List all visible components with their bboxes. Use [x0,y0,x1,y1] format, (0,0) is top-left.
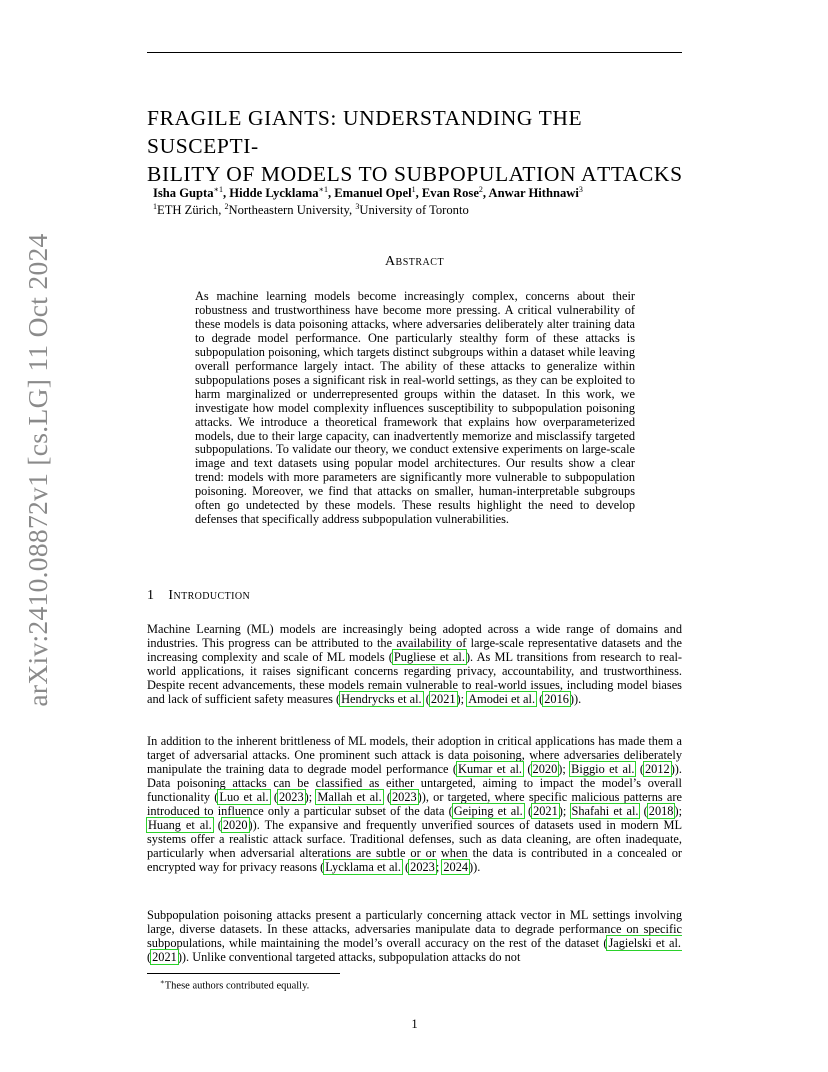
citation-link[interactable]: Luo et al. [219,789,269,804]
author-mark: ∗1 [213,185,223,194]
citation-link[interactable]: Amodei et al. [468,691,536,706]
author-name: Evan Rose [421,186,479,201]
page-number: 1 [411,1017,418,1031]
arxiv-identifier: arXiv:2410.08872v1 [cs.LG] 11 Oct 2024 [22,233,53,707]
author-name: Emanuel Opel [334,186,412,201]
citation-link[interactable]: Huang et al. [148,817,212,832]
citation-link[interactable]: 2020 [222,817,248,832]
author-name: Anwar Hithnawi [488,186,579,201]
author-list: Isha Gupta$^{∗1}$, Hidde Lycklama$^{∗1}$, Emanuel Opel$^1$, Evan Rose$^2$, Anwar Hithnawi$^3$ [153,185,583,201]
citation-link[interactable]: 2020 [532,761,558,776]
citation-link[interactable]: 2023 [391,789,417,804]
footnote-rule [147,973,340,974]
affiliations: $^1$ETH Zürich, $^2$Northeastern University, $^3$University of Toronto [153,202,469,218]
affiliation-mark: 2 [224,202,229,211]
citation-link[interactable]: Kumar et al. [458,761,523,776]
intro-paragraph-2: In addition to the inherent brittleness of ML models, their adoption in critical applications has made them a target of adversarial attacks. One prominent such attack is data poisoning, where adversaries deliberately manipulate the training data to degrade model performance (Kumar et al. (2020); Biggio et al. (2012)). Data poisoning attacks can be classified as either untargeted, aiming to impact the model’s overall functionality (Luo et al. (2023); Mallah et al. (2023)), or targeted, where specific malicious patterns are introduced to influence only a particular subset of the data (Geiping et al. (2021); Shafahi et al. (2018); Huang et al. (2020)). The expansive and frequently unverified sources of datasets used in modern ML systems offer a realistic attack surface. Traditional defenses, such as data cleaning, are often inadequate, particularly when adversarial alterations are subtle or or when the data is contributed in a concealed or encrypted way for privacy reasons (Lycklama et al. (2023; 2024)). [147,734,683,874]
citation-link[interactable]: 2016 [544,691,569,706]
footnote-text: These authors contributed equally. [164,980,310,992]
abstract-heading: Abstract [384,254,445,269]
top-rule [147,52,682,53]
affiliation-name: Northeastern University [228,203,350,218]
author-mark: 2 [478,185,483,194]
section-heading [147,588,682,604]
arxiv-stamp [18,233,58,707]
citation-link[interactable]: 2023 [410,859,435,874]
section-number: 1 [147,588,155,603]
footnote [160,976,660,993]
section-title: Introduction [168,588,251,603]
citation-link[interactable]: 2023 [278,789,304,804]
intro-paragraph-3: Subpopulation poisoning attacks present a particularly concerning attack vector in ML settings involving large, diverse datasets. In these attacks, adversaries manipulate data to degrade performance on specific subpopulations, while maintaining the model’s overall accuracy on the rest of the dataset (Jagielski et al. (2021)). Unlike conventional targeted attacks, subpopulation attacks do not [147,909,682,964]
citation-link[interactable]: 2021 [430,691,456,706]
affiliation-name: University of Toronto [359,203,469,218]
citation-link[interactable]: Lycklama et al. [325,859,401,874]
author-mark: ∗1 [318,185,328,194]
citation-link[interactable]: 2018 [648,803,674,818]
citation-link[interactable]: Biggio et al. [571,761,635,776]
author-mark: 3 [578,185,583,194]
footnote-mark: ∗ [160,978,165,986]
citation-link[interactable]: 2021 [533,803,558,818]
abstract-body: As machine learning models become increasingly complex, concerns about their robustness and trustworthiness have become more pressing. A critical vulnerability of these models is data poisoning attacks, where adversaries deliberately alter training data to degrade model performance. One particularly stealthy form of these attacks is subpopulation poisoning, which targets distinct subgroups within a dataset while leaving overall performance largely intact. The ability of these attacks to generalize within subpopulations poses a significant risk in real-world settings, as they can be exploited to harm marginalized or underrepresented groups within the dataset. In this work, we investigate how model complexity influences susceptibility to subpopulation poisoning attacks. We introduce a theoretical framework that explains how overparameterized models, due to their large capacity, can inadvertently memorize and misclassify targeted subpopulations. To validate our theory, we conduct extensive experiments on large-scale image and text datasets using popular model architectures. Our results show a clear trend: models with more parameters are significantly more vulnerable to subpopulation poisoning. Moreover, we find that attacks on smaller, human-interpretable subgroups often go undetected by these models. These results highlight the need to develop defenses that specifically address subpopulation vulnerabilities. [195,289,635,527]
citation-link[interactable]: Mallah et al. [317,789,382,804]
citation-link[interactable]: Pugliese et al. [393,649,465,664]
citation-link[interactable]: 2024 [443,859,469,874]
citation-link[interactable]: Jagielski et al. [608,935,681,950]
citation-link[interactable]: 2021 [152,949,177,964]
paper-title: FRAGILE GIANTS: UNDERSTANDING THE SUSCEPTI- BILITY OF MODELS TO SUBPOPULATION ATTACKS [147,106,683,186]
author-mark: 1 [411,185,416,194]
citation-link[interactable]: 2012 [645,761,670,776]
affiliation-mark: 1 [153,202,157,211]
author-name: Isha Gupta [153,186,214,201]
affiliation-name: ETH Zürich [157,203,219,218]
citation-link[interactable]: Hendrycks et al. [341,691,422,706]
affiliation-mark: 3 [355,202,360,211]
citation-link[interactable]: Shafahi et al. [571,803,639,818]
author-name: Hidde Lycklama [229,186,319,201]
citation-link[interactable]: Geiping et al. [453,803,523,818]
intro-paragraph-1: Machine Learning (ML) models are increasingly being adopted across a wide range of domains and industries. This progress can be attributed to the availability of large-scale representative datasets and the increasing complexity and scale of ML models (Pugliese et al.). As ML transitions from research to real-world applications, it raises significant concerns regarding privacy, accountability, and trustworthiness. Despite recent advancements, these models remain vulnerable to real-world issues, including model biases and lack of sufficient safety measures (Hendrycks et al. (2021); Amodei et al. (2016)). [147,622,683,706]
